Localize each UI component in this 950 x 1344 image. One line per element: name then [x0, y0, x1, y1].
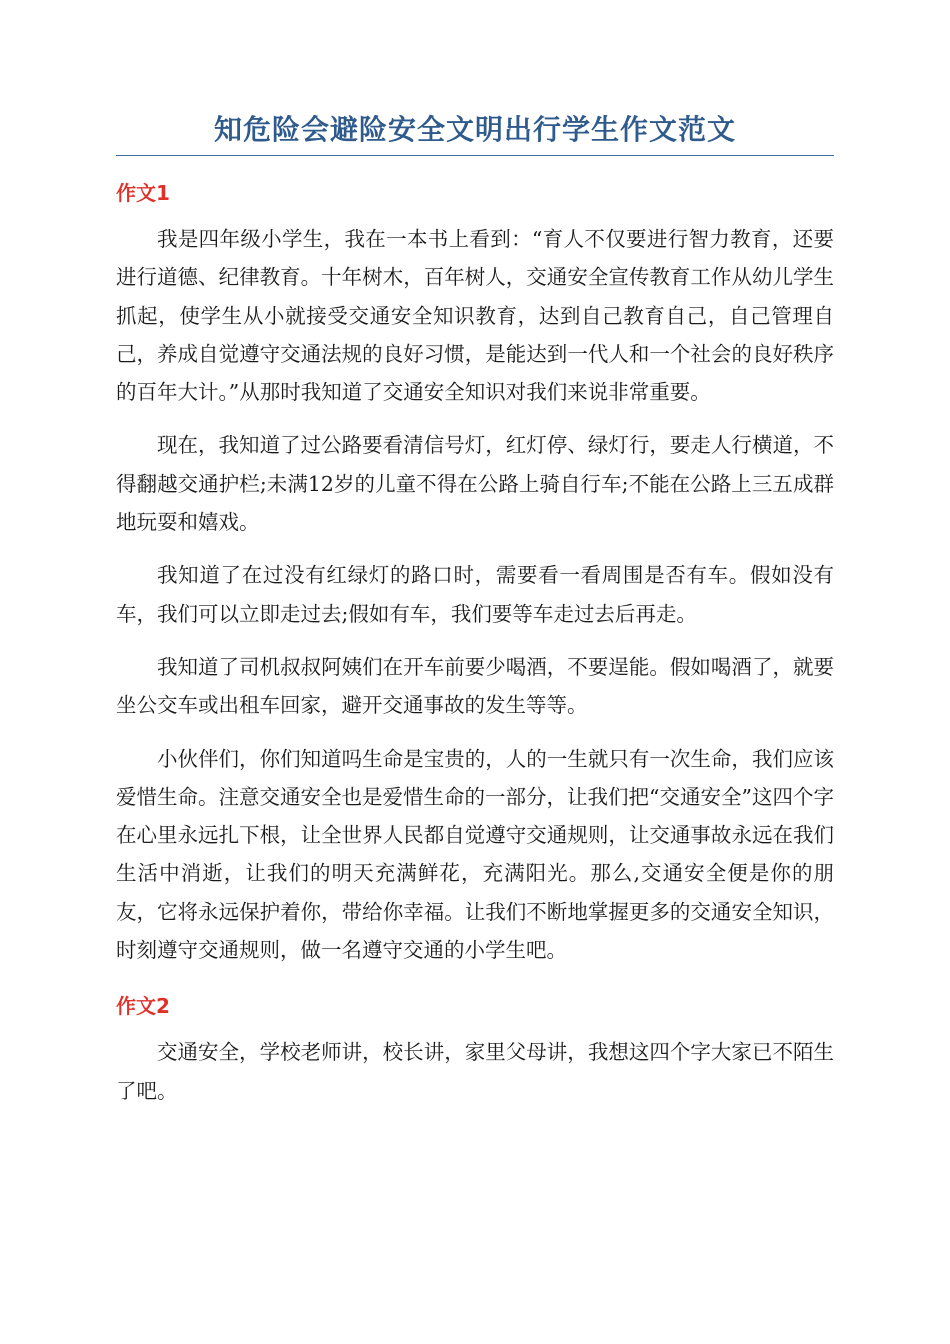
section-heading: 作文2	[116, 994, 170, 1019]
paragraph: 我知道了在过没有红绿灯的路口时，需要看一看周围是否有车。假如没有车，我们可以立即走过去;假如有车，我们要等车走过去后再走。	[116, 563, 834, 626]
section-heading: 作文1	[116, 181, 170, 205]
paragraph: 交通安全，学校老师讲，校长讲，家里父母讲，我想这四个字大家已不陌生了吧。	[116, 1040, 834, 1103]
document-page	[116, 108, 834, 1125]
paragraph: 我是四年级小学生，我在一本书上看到：“育人不仅要进行智力教育，还要进行道德、纪律教育。十年树木，百年树人，交通安全宣传教育工作从幼儿学生抓起，使学生从小就接受交通安全知识教育，达到自己教育自己，自己管理自己，养成自觉遵守交通法规的良好习惯，是能达到一代人和一个社会的良好秩序的百年大计。”从那时我知道了交通安全知识对我们来说非常重要。	[116, 227, 834, 405]
essay-section-1	[116, 178, 834, 969]
paragraph: 小伙伴们，你们知道吗生命是宝贵的，人的一生就只有一次生命，我们应该爱惜生命。注意交通安全也是爱惜生命的一部分，让我们把“交通安全”这四个字在心里永远扎下根，让全世界人民都自觉遵守交通规则，让交通事故永远在我们生活中消逝，让我们的明天充满鲜花，充满阳光。那么,交通安全便是你的朋友，它将永远保护着你，带给你幸福。让我们不断地掌握更多的交通安全知识，时刻遵守交通规则，做一名遵守交通的小学生吧。	[116, 746, 834, 963]
essay-section-2	[116, 991, 834, 1110]
document-title: 知危险会避险安全文明出行学生作文范文	[116, 108, 834, 156]
paragraph: 我知道了司机叔叔阿姨们在开车前要少喝酒，不要逞能。假如喝酒了，就要坐公交车或出租车回家，避开交通事故的发生等等。	[116, 654, 834, 718]
paragraph: 现在，我知道了过公路要看清信号灯，红灯停、绿灯行，要走人行横道，不得翻越交通护栏;未满12岁的儿童不得在公路上骑自行车;不能在公路上三五成群地玩耍和嬉戏。	[116, 433, 834, 535]
